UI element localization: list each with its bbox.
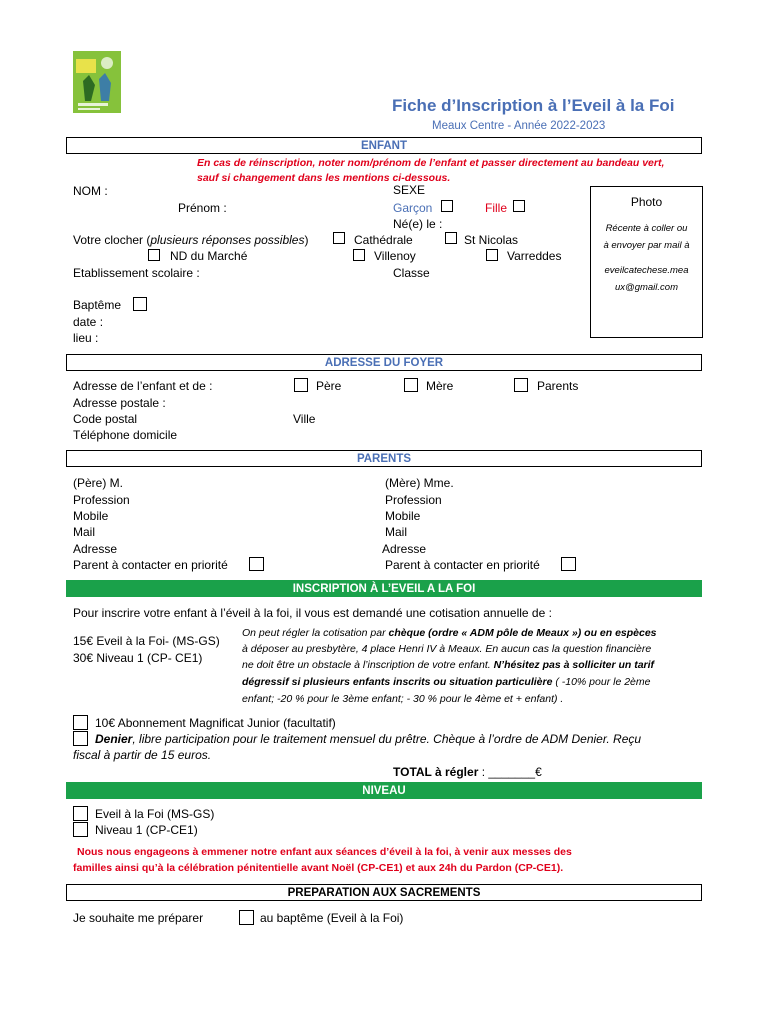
magnificat-checkbox[interactable] bbox=[73, 715, 88, 730]
mere-label: Mère bbox=[426, 379, 454, 393]
pere-priorite-label: Parent à contacter en priorité bbox=[73, 558, 228, 572]
paiement-line1: On peut régler la cotisation par chèque (ordre « ADM pôle de Meaux ») ou en espèces bbox=[242, 627, 657, 639]
bapteme-eveil-checkbox[interactable] bbox=[239, 910, 254, 925]
prenom-label: Prénom : bbox=[178, 201, 227, 215]
paiement-line2: à déposer au presbytère, 4 place Henri IV à Meaux. En aucun cas la question financière bbox=[242, 643, 652, 655]
garcon-checkbox[interactable] bbox=[441, 200, 453, 212]
page-subtitle: Meaux Centre - Année 2022-2023 bbox=[432, 120, 606, 132]
st-nicolas-label: St Nicolas bbox=[464, 233, 519, 247]
niveau-eveil-label: Eveil à la Foi (MS-GS) bbox=[95, 807, 215, 821]
section-enfant: ENFANT bbox=[66, 137, 702, 154]
mere-priorite-label: Parent à contacter en priorité bbox=[385, 558, 540, 572]
parents-checkbox[interactable] bbox=[514, 378, 528, 392]
photo-instruction-line2: à envoyer par mail à bbox=[603, 240, 690, 251]
mere-profession-label: Profession bbox=[385, 493, 442, 507]
varreddes-label: Varreddes bbox=[507, 249, 562, 263]
paiement-line3: ne doit être un obstacle à l’inscription de votre enfant. N’hésitez pas à solliciter un tarif bbox=[242, 659, 655, 671]
paiement-line4: dégressif si plusieurs enfants inscrits ou situation particulière ( -10% pour le 2ème bbox=[242, 676, 651, 688]
pere-priorite-checkbox[interactable] bbox=[249, 557, 264, 571]
adresse-postale-label: Adresse postale : bbox=[73, 396, 166, 410]
fille-label: Fille bbox=[485, 201, 508, 215]
tarif-eveil: 15€ Eveil à la Foi- (MS-GS) bbox=[73, 634, 220, 648]
magnificat-label: 10€ Abonnement Magnificat Junior (facultatif) bbox=[95, 716, 336, 730]
etablissement-label: Etablissement scolaire : bbox=[73, 266, 200, 280]
photo-instruction-line1: Récente à coller ou bbox=[605, 223, 688, 234]
section-inscription: INSCRIPTION À L’EVEIL A LA FOI bbox=[66, 580, 702, 597]
mere-mail-label: Mail bbox=[385, 525, 408, 539]
denier-label-line2: fiscal à partir de 15 euros. bbox=[73, 748, 212, 762]
engagement-line2: familles ainsi qu’à la célébration pénitentielle avant Noël (CP-CE1) et aux 24h du Pardon (CP-CE1). bbox=[73, 862, 564, 874]
section-adresse: ADRESSE DU FOYER bbox=[66, 354, 702, 371]
pere-adresse-label: Adresse bbox=[73, 542, 118, 556]
photo-email-line2: ux@gmail.com bbox=[615, 282, 678, 293]
paiement-line5: enfant; -20 % pour le 3ème enfant; - 30 % pour le 4ème et + enfant) . bbox=[242, 693, 564, 705]
classe-label: Classe bbox=[393, 266, 430, 280]
logo-image bbox=[73, 51, 121, 113]
ville-label: Ville bbox=[293, 412, 316, 426]
mere-priorite-checkbox[interactable] bbox=[561, 557, 576, 571]
photo-title: Photo bbox=[630, 195, 663, 209]
villenoy-checkbox[interactable] bbox=[353, 249, 365, 261]
cotisation-intro: Pour inscrire votre enfant à l’éveil à la foi, il vous est demandé une cotisation annuelle de : bbox=[73, 606, 552, 620]
reinscription-notice-line1: En cas de réinscription, noter nom/prénom de l’enfant et passer directement au bandeau vert, bbox=[197, 157, 665, 169]
bapteme-date-label: date : bbox=[73, 315, 104, 329]
bapteme-checkbox[interactable] bbox=[133, 297, 147, 311]
bapteme-label: Baptême bbox=[73, 298, 122, 312]
section-niveau: NIVEAU bbox=[66, 782, 702, 799]
section-sacrements: PREPARATION AUX SACREMENTS bbox=[66, 884, 702, 901]
garcon-label: Garçon bbox=[393, 201, 433, 215]
sexe-label: SEXE bbox=[393, 183, 426, 197]
pere-mobile-label: Mobile bbox=[73, 509, 109, 523]
niveau-1-checkbox[interactable] bbox=[73, 822, 88, 837]
varreddes-checkbox[interactable] bbox=[486, 249, 498, 261]
st-nicolas-checkbox[interactable] bbox=[445, 232, 457, 244]
total-a-regler: TOTAL à régler : _______€ bbox=[393, 765, 542, 779]
cathedrale-label: Cathédrale bbox=[354, 233, 413, 247]
denier-label: Denier, libre participation pour le traitement mensuel du prêtre. Chèque à l’ordre de ADM Denier. Reçu bbox=[95, 732, 642, 746]
tarif-niveau1: 30€ Niveau 1 (CP- CE1) bbox=[73, 651, 203, 665]
souhaite-preparer-label: Je souhaite me préparer bbox=[73, 911, 204, 925]
clocher-label: Votre clocher (plusieurs réponses possibles) bbox=[73, 233, 309, 247]
page-title: Fiche d’Inscription à l’Eveil à la Foi bbox=[392, 96, 675, 115]
engagement-line1: Nous nous engageons à emmener notre enfant aux séances d’éveil à la foi, à venir aux messes des bbox=[77, 846, 572, 858]
nd-marche-label: ND du Marché bbox=[170, 249, 248, 263]
nom-label: NOM : bbox=[73, 184, 108, 198]
code-postal-label: Code postal bbox=[73, 412, 138, 426]
pere-label: Père bbox=[316, 379, 342, 393]
bapteme-lieu-label: lieu : bbox=[73, 331, 99, 345]
nd-marche-checkbox[interactable] bbox=[148, 249, 160, 261]
photo-email-line1: eveilcatechese.mea bbox=[604, 265, 689, 276]
denier-checkbox[interactable] bbox=[73, 731, 88, 746]
villenoy-label: Villenoy bbox=[374, 249, 416, 263]
mere-adresse-label: Adresse bbox=[382, 542, 427, 556]
pere-nom-label: (Père) M. bbox=[73, 476, 124, 490]
pere-profession-label: Profession bbox=[73, 493, 130, 507]
reinscription-notice-line2: sauf si changement dans les mentions ci-dessous. bbox=[197, 172, 451, 184]
mere-checkbox[interactable] bbox=[404, 378, 418, 392]
cathedrale-checkbox[interactable] bbox=[333, 232, 345, 244]
section-parents: PARENTS bbox=[66, 450, 702, 467]
adresse-enfant-label: Adresse de l’enfant et de : bbox=[73, 379, 213, 393]
niveau-eveil-checkbox[interactable] bbox=[73, 806, 88, 821]
photo-box bbox=[590, 186, 703, 338]
bapteme-eveil-label: au baptême (Eveil à la Foi) bbox=[260, 911, 404, 925]
parents-label: Parents bbox=[537, 379, 579, 393]
fille-checkbox[interactable] bbox=[513, 200, 525, 212]
mere-nom-label: (Mère) Mme. bbox=[385, 476, 454, 490]
date-naissance-label: Né(e) le : bbox=[393, 217, 443, 231]
pere-mail-label: Mail bbox=[73, 525, 96, 539]
niveau-1-label: Niveau 1 (CP-CE1) bbox=[95, 823, 198, 837]
mere-mobile-label: Mobile bbox=[385, 509, 421, 523]
pere-checkbox[interactable] bbox=[294, 378, 308, 392]
telephone-label: Téléphone domicile bbox=[73, 428, 178, 442]
